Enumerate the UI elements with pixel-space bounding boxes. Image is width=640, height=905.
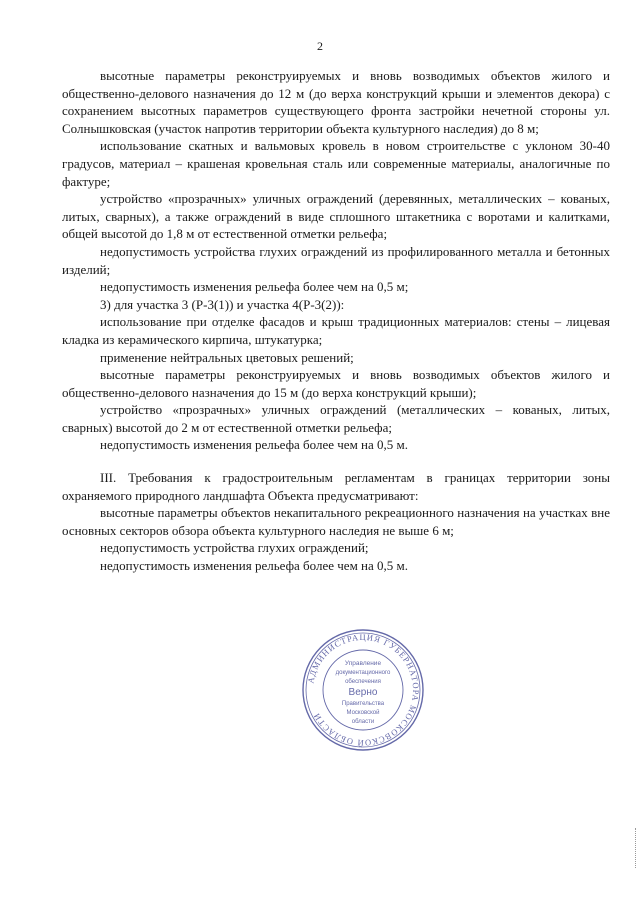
stamp-line: Правительства	[341, 701, 385, 707]
stamp-line: области	[351, 719, 375, 725]
scan-edge-marks	[632, 828, 636, 868]
paragraph: использование при отделке фасадов и крыш традиционных материалов: стены – лицевая кладка из керамического кирпича, штукатурка;	[62, 314, 610, 347]
paragraph: недопустимость устройства глухих ограждений;	[100, 540, 369, 556]
paragraph: высотные параметры объектов некапитального рекреационного назначения на участках вне основных секторов обзора объекта культурного наследия не выше 6 м;	[62, 505, 610, 538]
paragraph: недопустимость устройства глухих ограждений из профилированного металла и бетонных изделий;	[62, 243, 610, 277]
document-body	[62, 67, 610, 575]
paragraph: высотные параметры реконструируемых и вновь возводимых объектов жилого и общественно-делового назначения до 12 м (до верха конструкций крыши и элементов декора) с сохранением высотных параметров существующего фронта застройки нечетной стороны ул. Солнышковская (участок напротив территории объекта культурного наследия) до 8 м;	[62, 68, 610, 136]
paragraph: недопустимость изменения рельефа более чем на 0,5 м;	[100, 279, 409, 295]
section-heading: III. Требования к градостроительным регламентам в границах территории зоны охраняемого природного ландшафта Объекта предусматривают:	[62, 470, 610, 503]
stamp-line: документационного	[335, 670, 391, 676]
stamp-ring-text: АДМИНИСТРАЦИЯ ГУБЕРНАТОРА МОСКОВСКОЙ ОБЛАСТИ	[305, 631, 422, 749]
stamp-line: Московской	[346, 710, 380, 716]
paragraph: устройство «прозрачных» уличных ограждений (металлических – кованых, литых, сварных) высотой до 2 м от естественной отметки рельефа;	[62, 402, 610, 435]
paragraph: применение нейтральных цветовых решений;	[100, 349, 354, 365]
stamp-line: обеспечения	[345, 679, 381, 685]
page-number: 2	[317, 39, 323, 53]
paragraph: использование скатных и вальмовых кровель в новом строительстве с уклоном 30-40 градусов, материал – крашеная кровельная сталь или современные материалы, аналогичные по фактуре;	[62, 138, 610, 189]
stamp-line: Управление	[344, 660, 382, 667]
paragraph: недопустимость изменения рельефа более чем на 0,5 м.	[100, 558, 409, 574]
paragraph: высотные параметры реконструируемых и вновь возводимых объектов жилого и общественно-делового назначения до 15 м (до верха конструкций крыши);	[62, 367, 610, 400]
stamp-line: Верно	[348, 687, 378, 698]
subsection-heading: 3) для участка 3 (Р-3(1)) и участка 4(Р-3(2)):	[100, 296, 345, 312]
official-stamp	[298, 625, 428, 755]
paragraph: недопустимость изменения рельефа более чем на 0,5 м.	[100, 437, 409, 453]
paragraph: устройство «прозрачных» уличных ограждений (деревянных, металлических – кованых, литых, сварных), а также ограждений в виде сплошного штакетника с воротами и калитками, общей высотой до 1,8 м от естественной отметки рельефа;	[62, 191, 610, 242]
